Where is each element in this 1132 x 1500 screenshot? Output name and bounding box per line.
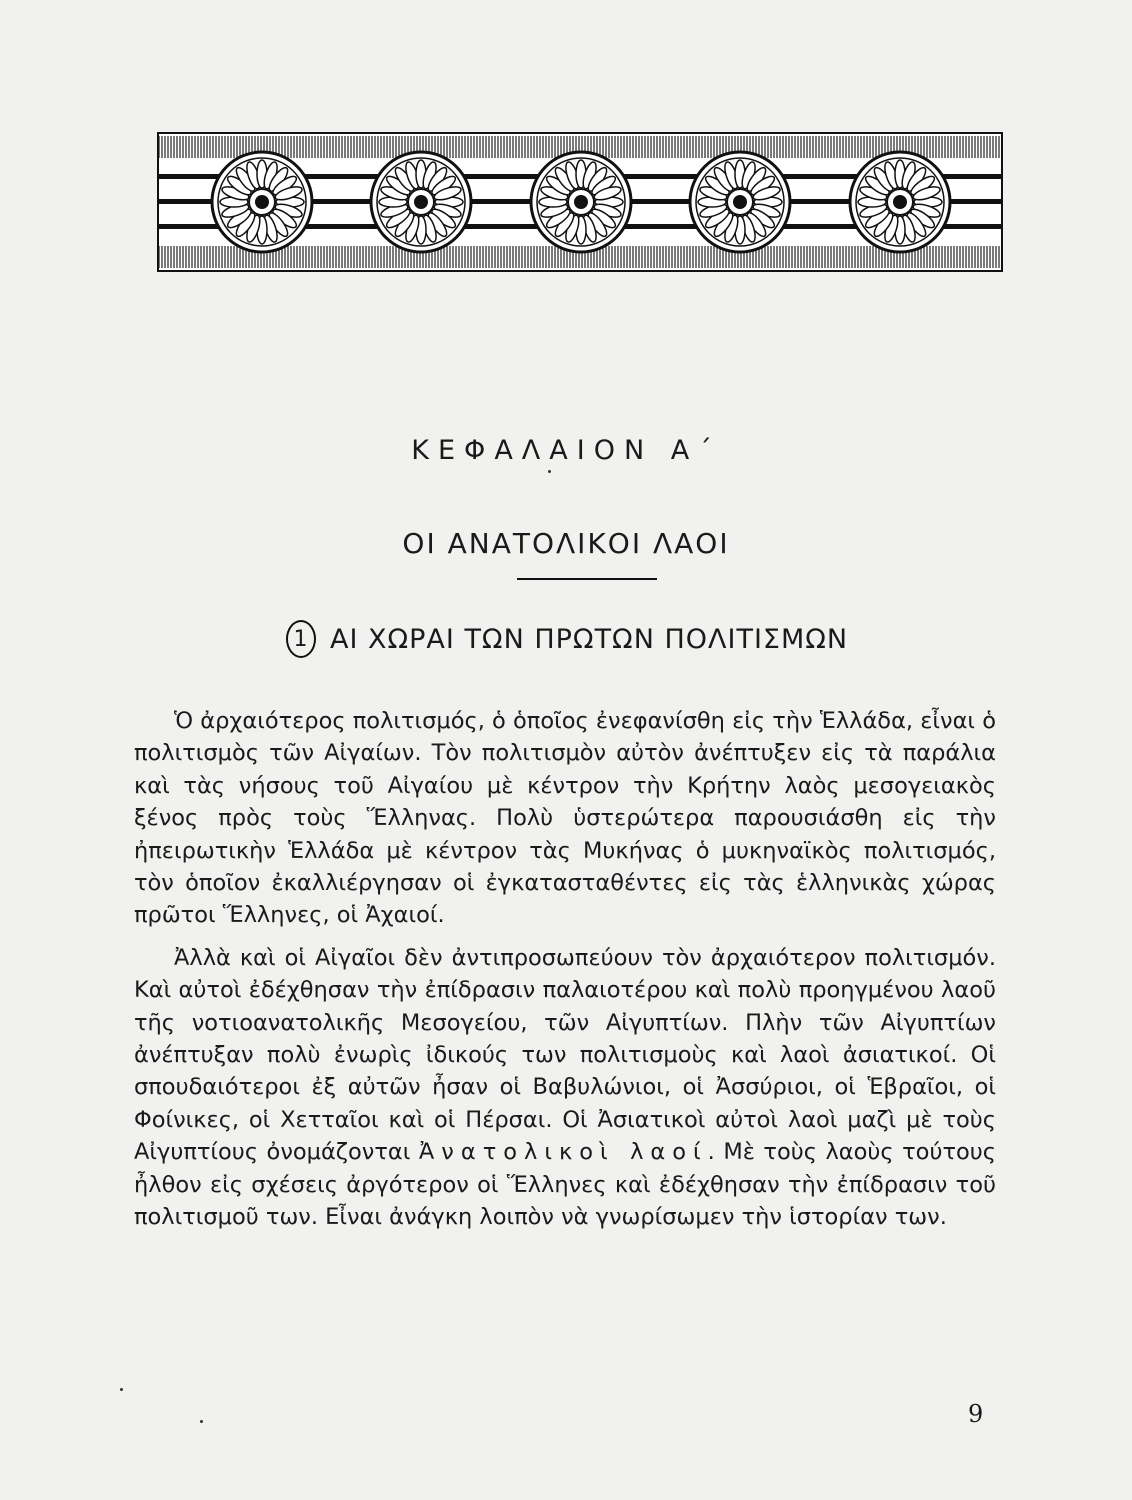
- chapter-heading: ΚΕΦΑΛΑΙΟΝ Α΄: [411, 435, 721, 466]
- print-speck: [200, 1420, 203, 1423]
- paragraph-2-text-start: Ἀλλὰ καὶ οἱ Αἰγαῖοι δὲν ἀντιπροσωπεύουν τὸν ἀρχαιότερον πολιτισμόν. Καὶ αὐτοὶ ἐδέχθησαν τὴν ἐπίδρασιν παλαιοτέρου καὶ πολὺ προηγμένου λαοῦ τῆς νοτιοανατολικῆς Μεσογείου, τῶν Αἰγυπτίων. Πλὴν τῶν Αἰγυπτίων ἀνέπτυξαν πολὺ ἐνωρὶς ἰδικούς των πολιτισμοὺς καὶ λαοὶ ἀσιατικοί. Οἱ σπουδαιότεροι ἐξ αὐτῶν ἦσαν οἱ Βαβυλώνιοι, οἱ Ἀσσύριοι, οἱ Ἑβραῖοι, οἱ Φοίνικες, οἱ Χετταῖοι καὶ οἱ Πέρσαι. Οἱ Ἀσιατικοὶ αὐτοὶ λαοὶ μαζὶ μὲ τοὺς Αἰγυπτίους ὀνομάζονται: [134, 944, 996, 1166]
- paragraph-1: Ὁ ἀρχαιότερος πολιτισμός, ὁ ὁποῖος ἐνεφανίσθη εἰς τὴν Ἑλλάδα, εἶναι ὁ πολιτισμὸς τῶν Αἰγαίων. Τὸν πολιτισμὸν αὐτὸν ἀνέπτυξεν εἰς τὰ παράλια καὶ τὰς νήσους τοῦ Αἰγαίου μὲ κέντρον τὴν Κρήτην λαὸς μεσογειακὸς ξένος πρὸς τοὺς Ἕλληνας. Πολὺ ὑστερώτερα παρουσιάσθη εἰς τὴν ἠπειρωτικὴν Ἑλλάδα μὲ κέντρον τὰς Μυκήνας ὁ μυκηναϊκὸς πολιτισμός, τὸν ὁποῖον ἐκαλλιέργησαν οἱ ἐγκατασταθέντες εἰς τὰς ἑλληνικὰς χώρας πρῶτοι Ἕλληνες, οἱ Ἀχαιοί.: [134, 708, 996, 929]
- page-number: 9: [968, 1400, 984, 1428]
- section-heading: [286, 614, 848, 664]
- emphasized-term: Ἀνατολικοὶ λαοί: [418, 1139, 708, 1166]
- rosette-center-dot: [255, 195, 269, 209]
- rosette-frieze-graphic: [159, 134, 1001, 270]
- rosette-center-dot: [574, 195, 588, 209]
- section-title: ΑΙ ΧΩΡΑΙ ΤΩΝ ΠΡΩΤΩΝ ΠΟΛΙΤΙΣΜΩΝ: [330, 623, 849, 655]
- paragraph-2: [134, 942, 996, 1234]
- rosette-center-dot: [733, 195, 747, 209]
- chapter-title: ΟΙ ΑΝΑΤΟΛΙΚΟΙ ΛΑΟΙ: [402, 527, 730, 560]
- decorative-rosette-band: [157, 132, 1003, 272]
- rosette-center-dot: [893, 195, 907, 209]
- rosette-center-dot: [414, 195, 428, 209]
- paragraph-2-text-end: . Μὲ τοὺς λαοὺς τούτους ἦλθον εἰς σχέσεις ἀργότερον οἱ Ἕλληνες καὶ ἐδέχθησαν τὴν ἐπίδρασιν τοῦ πολιτισμοῦ των. Εἶναι ἀνάγκη λοιπὸν νὰ γνωρίσωμεν τὴν ἱστορίαν των.: [134, 1139, 996, 1231]
- section-number-badge: 1: [286, 620, 316, 658]
- print-speck: [548, 470, 551, 473]
- print-speck: [120, 1388, 123, 1391]
- body-text: [134, 705, 996, 1244]
- title-underline: [517, 578, 657, 580]
